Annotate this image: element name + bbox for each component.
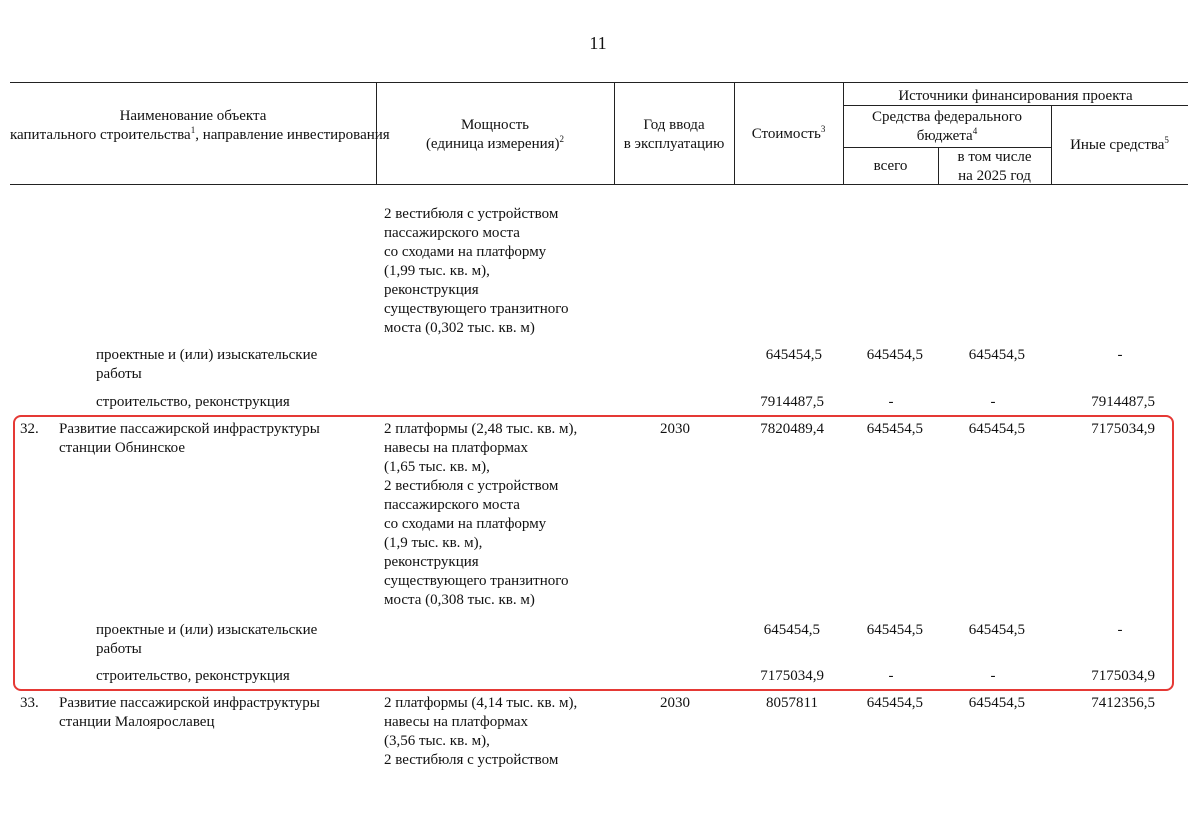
prev-design-2025: 645454,5: [968, 347, 1025, 363]
other-funds-value: 7175034,9: [1091, 421, 1155, 437]
prev-construction-label: строительство, реконструкция: [96, 394, 290, 410]
header-commissioning-year: Год ввода в эксплуатацию: [623, 117, 725, 152]
prev-construction-2025: -: [990, 394, 996, 410]
budget-total-value: 645454,5: [866, 695, 923, 711]
commissioning-year: 2030: [660, 421, 690, 437]
header-federal-budget: Средства федерального бюджета$^4$: [872, 109, 1022, 144]
object-name: Развитие пассажирской инфраструктуры станции Обнинское: [59, 421, 320, 456]
highlight-box: [13, 415, 1174, 691]
budget-2025-value: 645454,5: [968, 421, 1025, 437]
design-other: -: [1117, 622, 1123, 638]
construction-label: строительство, реконструкция: [96, 668, 290, 684]
prev-design-label: проектные и (или) изыскательские работы: [96, 347, 318, 382]
prev-construction-cost: 7914487,5: [760, 394, 824, 410]
construction-total: -: [888, 668, 894, 684]
cost-value: 8057811: [766, 695, 818, 711]
row-number: 33.: [20, 695, 39, 711]
prev-construction-total: -: [888, 394, 894, 410]
header-object-name: Наименование объекта капитального строительства$^1$, направление инвестирования: [10, 108, 390, 143]
construction-other: 7175034,9: [1091, 668, 1155, 684]
header-cost: Стоимость$^3$: [751, 124, 826, 142]
header-financing-sources: Источники финансирования проекта: [898, 88, 1133, 104]
construction-2025: -: [990, 668, 996, 684]
page-number: 11: [589, 33, 607, 53]
design-cost: 645454,5: [763, 622, 820, 638]
header-other-funds: Иные средства$^5$: [1070, 135, 1169, 153]
design-total: 645454,5: [866, 622, 923, 638]
header-budget-total: всего: [873, 158, 908, 174]
row-number: 32.: [20, 421, 39, 437]
other-funds-value: 7412356,5: [1091, 695, 1155, 711]
capacity-text: 2 платформы (2,48 тыс. кв. м), навесы на платформах (1,65 тыс. кв. м), 2 вестибюля с устройством пассажирского моста со сходами на платформу (1,9 тыс. кв. м), реконструкция существующего транзитного моста (0,308 тыс. кв. м): [384, 421, 578, 608]
table-top-border: [10, 82, 1188, 83]
prev-design-cost: 645454,5: [765, 347, 822, 363]
construction-cost: 7175034,9: [760, 668, 824, 684]
commissioning-year: 2030: [660, 695, 690, 711]
prev-construction-other: 7914487,5: [1091, 394, 1155, 410]
design-works-label: проектные и (или) изыскательские работы: [96, 622, 318, 657]
object-name: Развитие пассажирской инфраструктуры станции Малоярославец: [59, 695, 320, 730]
prev-capacity-text: 2 вестибюля с устройством пассажирского моста со сходами на платформу (1,99 тыс. кв. м), реконструкция существующего транзитного моста (0,302 тыс. кв. м): [384, 206, 569, 336]
cost-value: 7820489,4: [760, 421, 824, 437]
prev-design-other: -: [1117, 347, 1123, 363]
capacity-text: 2 платформы (4,14 тыс. кв. м), навесы на платформах (3,56 тыс. кв. м), 2 вестибюля с устройством: [384, 695, 578, 768]
budget-2025-value: 645454,5: [968, 695, 1025, 711]
design-2025: 645454,5: [968, 622, 1025, 638]
budget-total-value: 645454,5: [866, 421, 923, 437]
prev-design-total: 645454,5: [866, 347, 923, 363]
header-capacity: Мощность (единица измерения)$^2$: [425, 117, 565, 152]
header-budget-2025: в том числе на 2025 год: [957, 149, 1032, 184]
